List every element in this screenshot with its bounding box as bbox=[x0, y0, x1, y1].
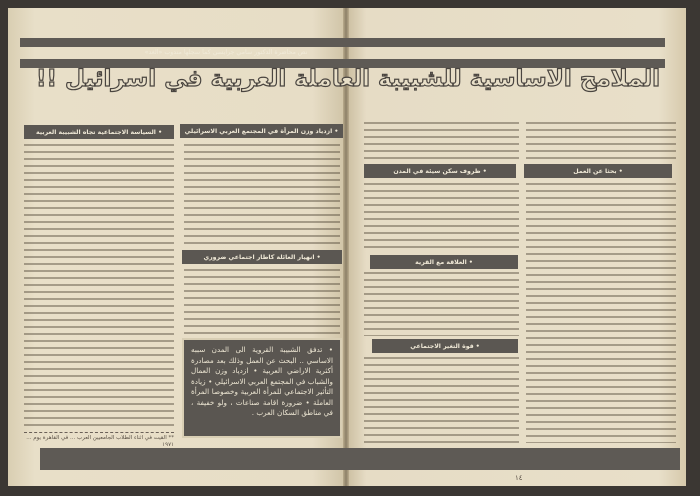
body-text-column bbox=[364, 181, 519, 251]
subhead-family-collapse: • انهيار العائلة كاطار اجتماعي ضروري bbox=[182, 250, 342, 264]
body-text-column bbox=[364, 355, 519, 443]
subhead-women-weight: • ازدياد وزن المرأة في المجتمع العربي الاسرائيلي bbox=[180, 124, 343, 138]
subhead-village-relation: • العلاقة مع القرية bbox=[370, 255, 518, 269]
bottom-band bbox=[40, 448, 680, 470]
body-text-column bbox=[526, 120, 676, 162]
subhead-social-change: • قوة التغير الاجتماعي bbox=[372, 339, 518, 353]
subhead-housing: • ظروف سكن سيئة في المدن bbox=[364, 164, 516, 178]
footnote: ** القيت في اثناء الطلاب الجامعيين العرب ... في القاهرة يوم ... ١٩٧١ bbox=[24, 432, 174, 449]
article-title: الملامح الاساسية للشبيبة العاملة العربية في اسرائيل !! bbox=[35, 66, 661, 92]
subhead-job-search: • بحثا عن العمل bbox=[524, 164, 672, 178]
subhead-social-policy: • السياسة الاجتماعية تجاه الشبيبة العربية bbox=[24, 125, 174, 139]
body-text-column bbox=[364, 270, 519, 336]
body-text-column bbox=[184, 267, 340, 335]
article-subtitle: نص محاضرة الدكتور سامي جرايسي كما سجلها مندوب «الغد» bbox=[144, 49, 308, 56]
top-band bbox=[20, 38, 665, 47]
body-text-column bbox=[184, 142, 340, 246]
highlight-box: • تدفق الشبيبة القروية الى المدن سببه الاساسي .. البحث عن العمل وذلك بعد مصادرة أكثرية الاراضي العربية • ازدياد وزن العمال والشباب في المجتمع العربي الاسرائيلي • زيادة التأثير الاجتماعي للمرأة العربية وخصوصا المرأة العاملة • ضرورة اقامة صناعات ، ولو خفيفة ، في مناطق السكان العرب . bbox=[182, 338, 342, 438]
page-number: ١٤ bbox=[515, 474, 523, 482]
body-text-column bbox=[364, 120, 519, 162]
body-text-column bbox=[526, 181, 676, 443]
body-text-column bbox=[24, 142, 174, 427]
